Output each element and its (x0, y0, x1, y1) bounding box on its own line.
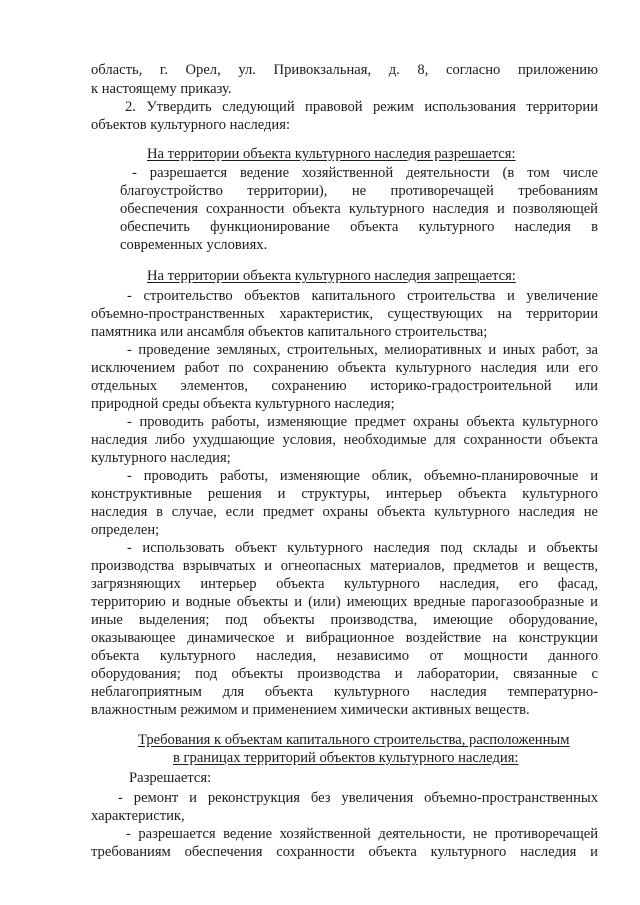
text-line: природной среды объекта культурного наследия; (91, 396, 395, 412)
text-line: объектов культурного наследия: (91, 117, 291, 133)
text-line: наследия в случае, если предмет охраны объекта культурного наследия не (91, 504, 598, 520)
text-line: благоустройство территории), не противоречащей требованиям (120, 183, 598, 199)
section-heading-requirements: Требования к объектам капитального строительства, расположенным (138, 732, 570, 748)
text-line: обеспечить функционирование объекта культурного наследия в (120, 219, 598, 235)
text-line: 2. Утвердить следующий правовой режим использования территории (125, 99, 598, 115)
section-heading-requirements-cont: в границах территорий объектов культурного наследия: (173, 750, 519, 766)
text-line: производства взрывчатых и огнеопасных материалов, предметов и веществ, (91, 558, 598, 574)
text-line: памятника или ансамбля объектов капитального строительства; (91, 324, 488, 340)
text-line: определен; (91, 522, 160, 538)
text-line: влажностным режимом и применением химически активных веществ. (91, 702, 530, 718)
text-line: - использовать объект культурного наследия под склады и объекты (127, 540, 598, 556)
text-line: конструктивные решения и структуры, интерьер объекта культурного (91, 486, 598, 502)
text-line: - разрешается ведение хозяйственной деятельности, не противоречащей (126, 826, 598, 842)
text-line: иные выделения; под объекты производства, имеющие оборудование, (91, 612, 598, 628)
text-line: Разрешается: (129, 770, 212, 786)
text-line: к настоящему приказу. (91, 81, 232, 97)
text-line: территорию и водные объекты и (или) имеющих вредные парогазообразные и (91, 594, 598, 610)
text-line: загрязняющих интерьер объекта культурного наследия, его фасад, (91, 576, 598, 592)
text-line: обеспечения сохранности объекта культурного наследия и позволяющей (120, 201, 598, 217)
text-line: - ремонт и реконструкция без увеличения объемно-пространственных (118, 790, 598, 806)
text-line: оказывающее динамическое и вибрационное воздействие на конструкции (91, 630, 598, 646)
text-line: - разрешается ведение хозяйственной деятельности (в том числе (132, 165, 598, 181)
text-line: - проведение земляных, строительных, мелиоративных и иных работ, за (127, 342, 598, 358)
text-line: наследия либо ухудшающие условия, необходимые для сохранности объекта (91, 432, 598, 448)
text-line: область, г. Орел, ул. Привокзальная, д. 8, согласно приложению (91, 62, 598, 78)
text-line: объекта культурного наследия, независимо от мощности данного (91, 648, 598, 664)
text-line: неблагоприятным для объекта культурного наследия температурно- (91, 684, 598, 700)
text-line: культурного наследия; (91, 450, 231, 466)
text-line: исключением работ по сохранению объекта культурного наследия или его (91, 360, 598, 376)
text-line: объемно-пространственных характеристик, существующих на территории (91, 306, 598, 322)
section-heading-prohibited: На территории объекта культурного наследия запрещается: (147, 268, 516, 284)
section-heading-allowed: На территории объекта культурного наследия разрешается: (147, 146, 516, 162)
text-line: требованиям обеспечения сохранности объекта культурного наследия и (91, 844, 598, 860)
text-line: - строительство объектов капитального строительства и увеличение (127, 288, 598, 304)
text-line: характеристик, (91, 808, 185, 824)
text-line: - проводить работы, изменяющие облик, объемно-планировочные и (127, 468, 598, 484)
text-line: оборудования; под объекты производства и лаборатории, связанные с (91, 666, 598, 682)
text-line: отдельных элементов, сохранению историко-градостроительной или (91, 378, 598, 394)
text-line: современных условиях. (120, 237, 268, 253)
text-line: - проводить работы, изменяющие предмет охраны объекта культурного (127, 414, 598, 430)
